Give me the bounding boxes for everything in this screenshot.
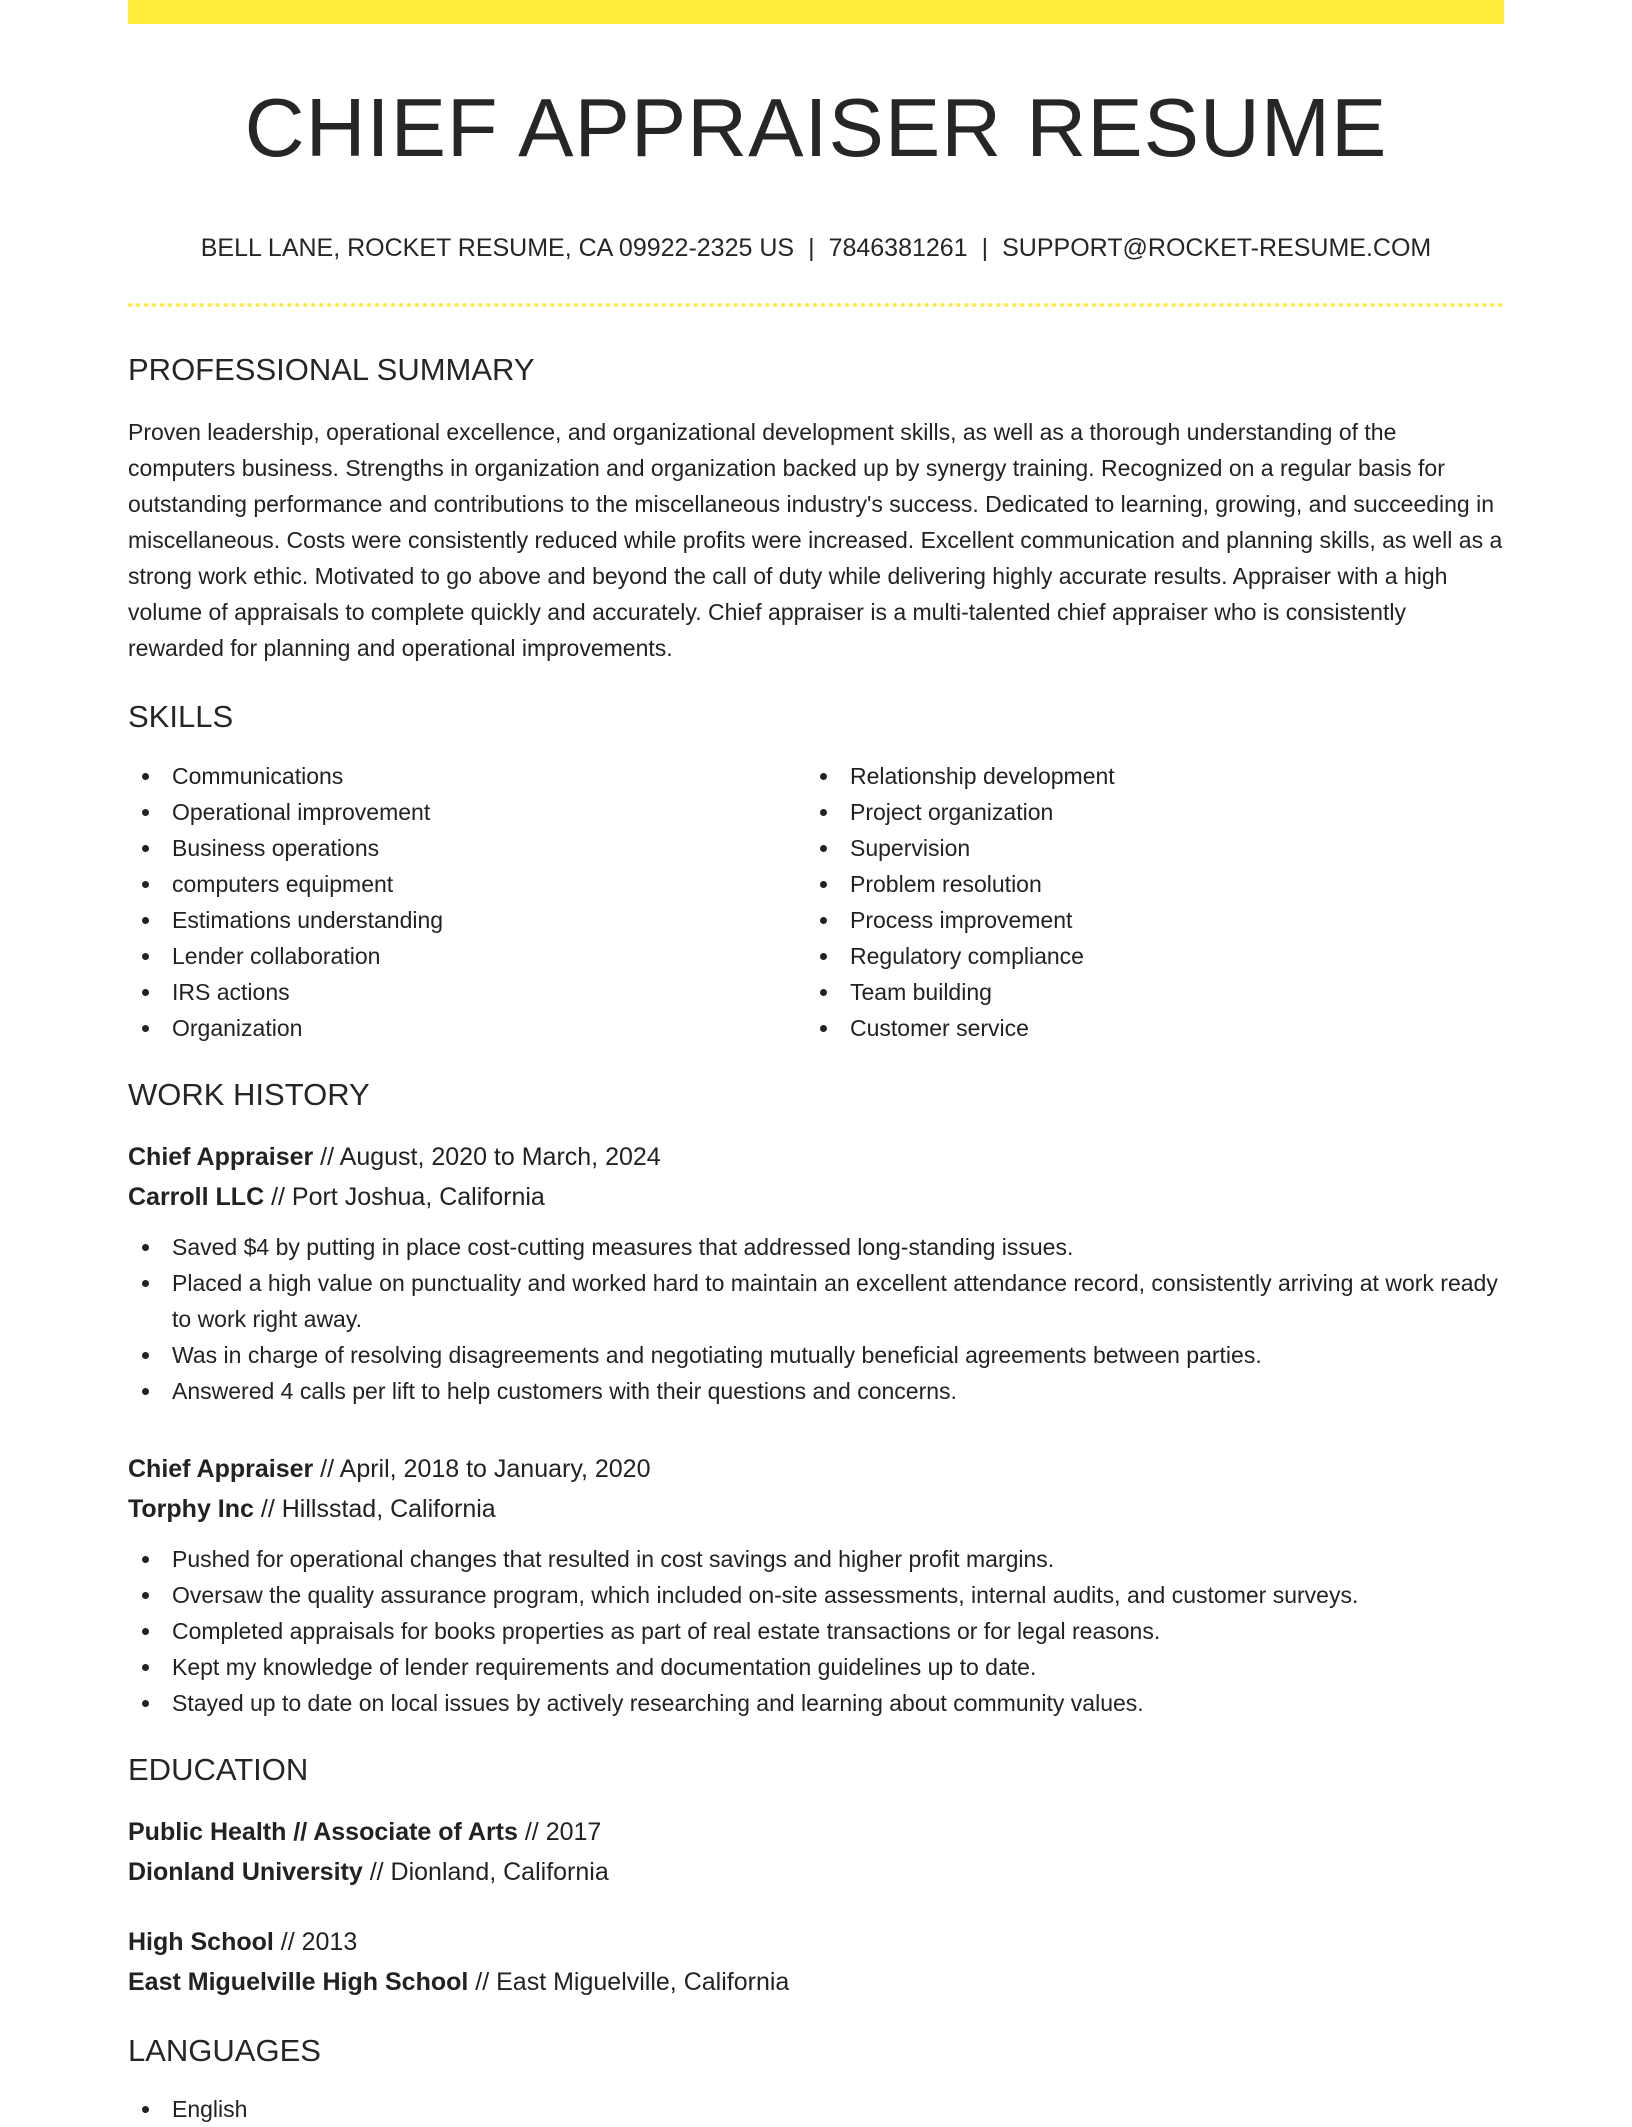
job-dates: // August, 2020 to March, 2024 [313, 1142, 661, 1171]
skill-item: Communications [128, 758, 806, 794]
summary-text: Proven leadership, operational excellence, and organizational development skills, as well as a thorough understanding of the computers business. Strengths in organization and organization backed up by synergy training. Recognized on a regular basis for outstanding performance and contributions to the miscellaneous industry's success. Dedicated to learning, growing, and succeeding in miscellaneous. Costs were consistently reduced while profits were increased. Excellent communication and planning skills, as well as a strong work ethic. Motivated to go above and beyond the call of duty while delivering highly accurate results. Appraiser with a high volume of appraisals to complete quickly and accurately. Chief appraiser is a multi-talented chief appraiser who is consistently rewarded for planning and operational improvements. [128, 419, 1503, 662]
skill-item: Regulatory compliance [806, 938, 1484, 974]
job-location: // Hillsstad, California [253, 1494, 496, 1523]
skill-item: Problem resolution [806, 866, 1484, 902]
contact-phone: 7846381261 [828, 234, 968, 263]
skills-heading: SKILLS [128, 699, 234, 735]
contact-separator: | [981, 234, 989, 263]
education-school: East Miguelville High School [128, 1968, 469, 1997]
dotted-divider [128, 303, 1504, 307]
education-year: // 2013 [273, 1928, 358, 1957]
skill-item: Team building [806, 974, 1484, 1010]
contact-line [128, 233, 1504, 263]
education-location: // East Miguelville, California [468, 1968, 790, 1997]
skill-item: Process improvement [806, 902, 1484, 938]
job-entry [128, 1137, 1504, 1409]
top-accent-bar [128, 0, 1504, 24]
skill-item: Lender collaboration [128, 938, 806, 974]
job-location: // Port Joshua, California [264, 1182, 545, 1211]
skills-left-list [128, 758, 806, 1046]
job-title-line [128, 1137, 1504, 1177]
job-company-line [128, 1177, 1504, 1217]
job-dates: // April, 2018 to January, 2020 [313, 1454, 651, 1483]
job-bullet: Stayed up to date on local issues by actively researching and learning about community values. [128, 1685, 1504, 1721]
skill-item: Supervision [806, 830, 1484, 866]
job-entry [128, 1449, 1504, 1721]
job-company: Torphy Inc [128, 1494, 254, 1523]
education-degree: Public Health // Associate of Arts [128, 1818, 518, 1847]
job-title: Chief Appraiser [128, 1142, 314, 1171]
education-school-line [128, 1852, 1504, 1892]
skill-item: Customer service [806, 1010, 1484, 1046]
contact-address: BELL LANE, ROCKET RESUME, CA 09922-2325 US [200, 234, 795, 263]
skill-item: computers equipment [128, 866, 806, 902]
languages-section [128, 2091, 1504, 2127]
summary-heading: PROFESSIONAL SUMMARY [128, 352, 535, 388]
job-bullets [128, 1229, 1504, 1409]
contact-email: SUPPORT@ROCKET-RESUME.COM [1002, 234, 1432, 263]
job-bullet: Placed a high value on punctuality and worked hard to maintain an excellent attendance record, consistently arriving at work ready to work right away. [128, 1265, 1504, 1337]
education-entry [128, 1812, 1504, 1892]
job-bullet: Answered 4 calls per lift to help customers with their questions and concerns. [128, 1373, 1504, 1409]
skill-item: Relationship development [806, 758, 1484, 794]
resume-title: CHIEF APPRAISER RESUME [244, 81, 1388, 174]
job-bullet: Completed appraisals for books properties as part of real estate transactions or for legal reasons. [128, 1613, 1504, 1649]
education-degree: High School [128, 1928, 274, 1957]
language-item: English [128, 2091, 1504, 2127]
job-bullet: Pushed for operational changes that resulted in cost savings and higher profit margins. [128, 1541, 1504, 1577]
education-school-line [128, 1962, 1504, 2002]
languages-heading: LANGUAGES [128, 2033, 321, 2069]
education-degree-line [128, 1922, 1504, 1962]
job-bullet: Oversaw the quality assurance program, which included on-site assessments, internal audits, and customer surveys. [128, 1577, 1504, 1613]
education-year: // 2017 [517, 1818, 602, 1847]
job-bullets [128, 1541, 1504, 1721]
skill-item: Business operations [128, 830, 806, 866]
job-company-line [128, 1489, 1504, 1529]
skill-item: IRS actions [128, 974, 806, 1010]
job-bullet: Was in charge of resolving disagreements and negotiating mutually beneficial agreements between parties. [128, 1337, 1504, 1373]
job-title: Chief Appraiser [128, 1454, 314, 1483]
job-company: Carroll LLC [128, 1182, 265, 1211]
skill-item: Operational improvement [128, 794, 806, 830]
skills-right-list [806, 758, 1484, 1046]
languages-list [128, 2091, 1504, 2127]
job-title-line [128, 1449, 1504, 1489]
skills-columns [128, 758, 1504, 1046]
job-bullet: Kept my knowledge of lender requirements and documentation guidelines up to date. [128, 1649, 1504, 1685]
skill-item: Organization [128, 1010, 806, 1046]
education-school: Dionland University [128, 1858, 363, 1887]
education-degree-line [128, 1812, 1504, 1852]
skill-item: Project organization [806, 794, 1484, 830]
skill-item: Estimations understanding [128, 902, 806, 938]
contact-separator: | [808, 234, 815, 263]
resume-page [128, 0, 1504, 2127]
education-entry [128, 1922, 1504, 2002]
work-history-heading: WORK HISTORY [128, 1076, 370, 1112]
job-bullet: Saved $4 by putting in place cost-cutting measures that addressed long-standing issues. [128, 1229, 1504, 1265]
education-heading: EDUCATION [128, 1751, 309, 1787]
education-location: // Dionland, California [362, 1858, 609, 1887]
